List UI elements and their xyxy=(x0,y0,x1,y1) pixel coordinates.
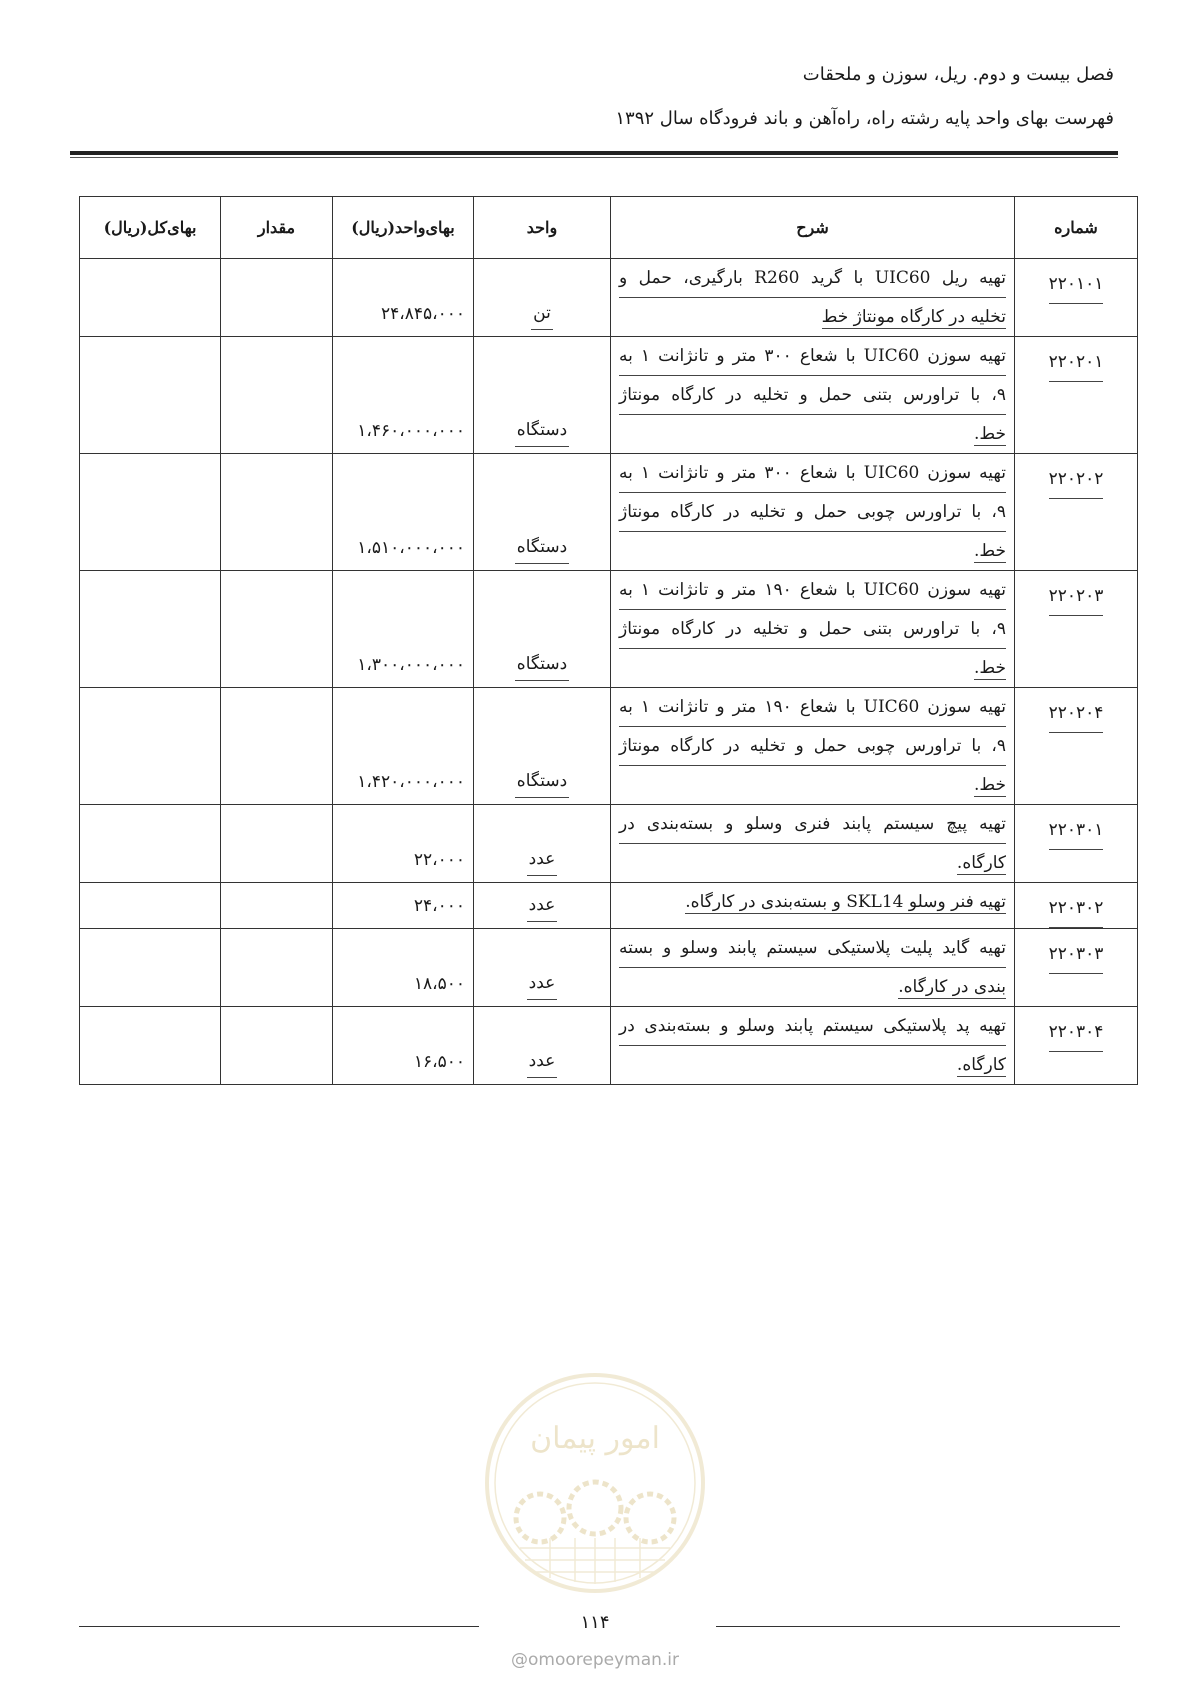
item-description-cell xyxy=(611,805,1015,883)
description-line-wrap xyxy=(619,298,1006,336)
item-number: ۲۲۰۱۰۱ xyxy=(1049,265,1104,304)
item-number-cell xyxy=(1015,571,1138,688)
total-price-cell xyxy=(80,805,221,883)
unit-price-value: ۱،۳۰۰،۰۰۰،۰۰۰ xyxy=(357,655,465,675)
item-description-cell xyxy=(611,1007,1015,1085)
unit-cell xyxy=(474,929,611,1007)
chapter-title: فصل بیست و دوم. ریل، سوزن و ملحقات xyxy=(802,64,1114,85)
col-header-quantity: مقدار xyxy=(221,197,333,259)
total-price-cell xyxy=(80,337,221,454)
footer-rule-left xyxy=(79,1626,479,1627)
unit-price-value: ۱،۴۶۰،۰۰۰،۰۰۰ xyxy=(357,421,465,441)
item-number: ۲۲۰۳۰۳ xyxy=(1049,935,1104,974)
description-line-wrap xyxy=(619,844,1006,882)
item-number-cell xyxy=(1015,688,1138,805)
seal-text: امور پیمان xyxy=(530,1421,660,1456)
unit-cell xyxy=(474,883,611,929)
item-description-cell xyxy=(611,259,1015,337)
item-number: ۲۲۰۳۰۱ xyxy=(1049,811,1104,850)
table-row xyxy=(80,1007,1138,1085)
col-header-description: شرح xyxy=(611,197,1015,259)
site-url: omoorepeyman.ir xyxy=(527,1650,680,1670)
col-header-unit: واحد xyxy=(474,197,611,259)
quantity-cell xyxy=(221,805,333,883)
description-line: تهیه سوزن UIC60 با شعاع ۳۰۰ متر و تانژانت ۱ به xyxy=(619,454,1006,493)
description-line-wrap xyxy=(619,968,1006,1006)
table-header-row xyxy=(80,197,1138,259)
unit-price-value: ۲۴،۸۴۵،۰۰۰ xyxy=(380,304,465,324)
item-description-cell xyxy=(611,883,1015,929)
footer-rule-right xyxy=(716,1626,1120,1627)
item-description-cell xyxy=(611,688,1015,805)
item-number-cell xyxy=(1015,454,1138,571)
unit-value: عدد xyxy=(527,1045,558,1078)
table-row xyxy=(80,929,1138,1007)
quantity-cell xyxy=(221,688,333,805)
item-number-cell xyxy=(1015,929,1138,1007)
quantity-cell xyxy=(221,454,333,571)
unit-cell xyxy=(474,1007,611,1085)
col-header-total-price: بهای‌کل(ریال) xyxy=(80,197,221,259)
item-number-cell xyxy=(1015,883,1138,929)
description-line: تهیه سوزن UIC60 با شعاع ۱۹۰ متر و تانژانت ۱ به xyxy=(619,688,1006,727)
unit-price-cell xyxy=(333,883,474,929)
item-number-cell xyxy=(1015,805,1138,883)
description-line: تهیه فنر وسلو SKL14 و بسته‌بندی در کارگاه. xyxy=(685,892,1006,912)
document-title: فهرست بهای واحد پایه رشته راه، راه‌آهن و باند فرودگاه سال ۱۳۹۲ xyxy=(615,108,1114,129)
description-line: تهیه سوزن UIC60 با شعاع ۳۰۰ متر و تانژانت ۱ به xyxy=(619,337,1006,376)
description-line-wrap xyxy=(619,883,1006,921)
quantity-cell xyxy=(221,337,333,454)
description-line: خط. xyxy=(973,775,1006,795)
table-row xyxy=(80,688,1138,805)
table-row xyxy=(80,571,1138,688)
total-price-cell xyxy=(80,929,221,1007)
description-line-wrap xyxy=(619,1046,1006,1084)
description-line: تهیه پیچ سیستم پابند فنری وسلو و بسته‌بندی در xyxy=(619,805,1006,844)
quantity-cell xyxy=(221,1007,333,1085)
description-line: ۹، با تراورس چوبی حمل و تخلیه در کارگاه مونتاژ xyxy=(619,727,1006,766)
unit-price-value: ۱،۵۱۰،۰۰۰،۰۰۰ xyxy=(357,538,465,558)
unit-cell xyxy=(474,805,611,883)
col-header-number: شماره xyxy=(1015,197,1138,259)
item-number: ۲۲۰۲۰۱ xyxy=(1049,343,1104,382)
item-description-cell xyxy=(611,571,1015,688)
quantity-cell xyxy=(221,259,333,337)
total-price-cell xyxy=(80,688,221,805)
description-line: ۹، با تراورس بتنی حمل و تخلیه در کارگاه مونتاژ xyxy=(619,376,1006,415)
unit-price-cell xyxy=(333,454,474,571)
item-number-cell xyxy=(1015,337,1138,454)
total-price-cell xyxy=(80,454,221,571)
unit-price-cell xyxy=(333,688,474,805)
item-description-cell xyxy=(611,929,1015,1007)
item-number: ۲۲۰۳۰۲ xyxy=(1049,889,1104,928)
total-price-cell xyxy=(80,571,221,688)
description-line: تخلیه در کارگاه مونتاژ خط xyxy=(821,307,1006,327)
unit-value: دستگاه xyxy=(515,648,569,681)
unit-value: دستگاه xyxy=(515,414,569,447)
unit-price-cell xyxy=(333,259,474,337)
description-line-wrap xyxy=(619,766,1006,804)
description-line-wrap xyxy=(619,415,1006,453)
col-header-unit-price: بهای‌واحد(ریال) xyxy=(333,197,474,259)
unit-price-value: ۱،۴۲۰،۰۰۰،۰۰۰ xyxy=(357,772,465,792)
description-line: تهیه سوزن UIC60 با شعاع ۱۹۰ متر و تانژانت ۱ به xyxy=(619,571,1006,610)
seal-logo-icon xyxy=(480,1368,710,1598)
description-line: ۹، با تراورس بتنی حمل و تخلیه در کارگاه مونتاژ xyxy=(619,610,1006,649)
header-rule xyxy=(70,151,1118,155)
quantity-cell xyxy=(221,929,333,1007)
item-number: ۲۲۰۲۰۴ xyxy=(1049,694,1104,733)
table-row xyxy=(80,454,1138,571)
total-price-cell xyxy=(80,1007,221,1085)
quantity-cell xyxy=(221,883,333,929)
unit-cell xyxy=(474,688,611,805)
quantity-cell xyxy=(221,571,333,688)
item-number: ۲۲۰۳۰۴ xyxy=(1049,1013,1104,1052)
unit-value: دستگاه xyxy=(515,531,569,564)
unit-price-cell xyxy=(333,929,474,1007)
item-description-cell xyxy=(611,337,1015,454)
unit-value: دستگاه xyxy=(515,765,569,798)
description-line: تهیه پد پلاستیکی سیستم پابند وسلو و بسته‌بندی در xyxy=(619,1007,1006,1046)
table-row xyxy=(80,337,1138,454)
price-table xyxy=(79,196,1138,1085)
description-line: خط. xyxy=(973,658,1006,678)
unit-value: عدد xyxy=(527,967,558,1000)
description-line-wrap xyxy=(619,649,1006,687)
site-watermark: @omoorepeyman.ir xyxy=(510,1650,680,1670)
unit-price-value: ۲۲،۰۰۰ xyxy=(413,850,465,870)
item-number-cell xyxy=(1015,1007,1138,1085)
unit-price-value: ۱۶،۵۰۰ xyxy=(413,1052,465,1072)
unit-price-value: ۲۴،۰۰۰ xyxy=(413,896,465,916)
description-line-wrap xyxy=(619,532,1006,570)
total-price-cell xyxy=(80,259,221,337)
item-number: ۲۲۰۲۰۲ xyxy=(1049,460,1104,499)
unit-value: عدد xyxy=(527,843,558,876)
unit-price-cell xyxy=(333,1007,474,1085)
description-line: ۹، با تراورس چوبی حمل و تخلیه در کارگاه مونتاژ xyxy=(619,493,1006,532)
unit-cell xyxy=(474,337,611,454)
unit-price-cell xyxy=(333,337,474,454)
header-rule-thin xyxy=(70,157,1118,158)
table-body xyxy=(80,259,1138,1085)
unit-price-cell xyxy=(333,805,474,883)
description-line: بندی در کارگاه. xyxy=(898,977,1006,997)
page-header xyxy=(74,58,1114,136)
description-line: کارگاه. xyxy=(956,853,1006,873)
table-row xyxy=(80,805,1138,883)
item-description-cell xyxy=(611,454,1015,571)
unit-price-value: ۱۸،۵۰۰ xyxy=(413,974,465,994)
description-line: خط. xyxy=(973,424,1006,444)
table-row xyxy=(80,259,1138,337)
description-line: تهیه ریل UIC60 با گرید R260 بارگیری، حمل و xyxy=(619,259,1006,298)
description-line: تهیه گاید پلیت پلاستیکی سیستم پابند وسلو و بسته xyxy=(619,929,1006,968)
description-line: کارگاه. xyxy=(956,1055,1006,1075)
unit-price-cell xyxy=(333,571,474,688)
description-line: خط. xyxy=(973,541,1006,561)
item-number-cell xyxy=(1015,259,1138,337)
unit-value: تن xyxy=(531,297,553,330)
unit-cell xyxy=(474,571,611,688)
unit-value: عدد xyxy=(527,889,558,922)
unit-cell xyxy=(474,454,611,571)
page-number: ۱۱۴ xyxy=(580,1612,610,1633)
table-row xyxy=(80,883,1138,929)
total-price-cell xyxy=(80,883,221,929)
item-number: ۲۲۰۲۰۳ xyxy=(1049,577,1104,616)
unit-cell xyxy=(474,259,611,337)
